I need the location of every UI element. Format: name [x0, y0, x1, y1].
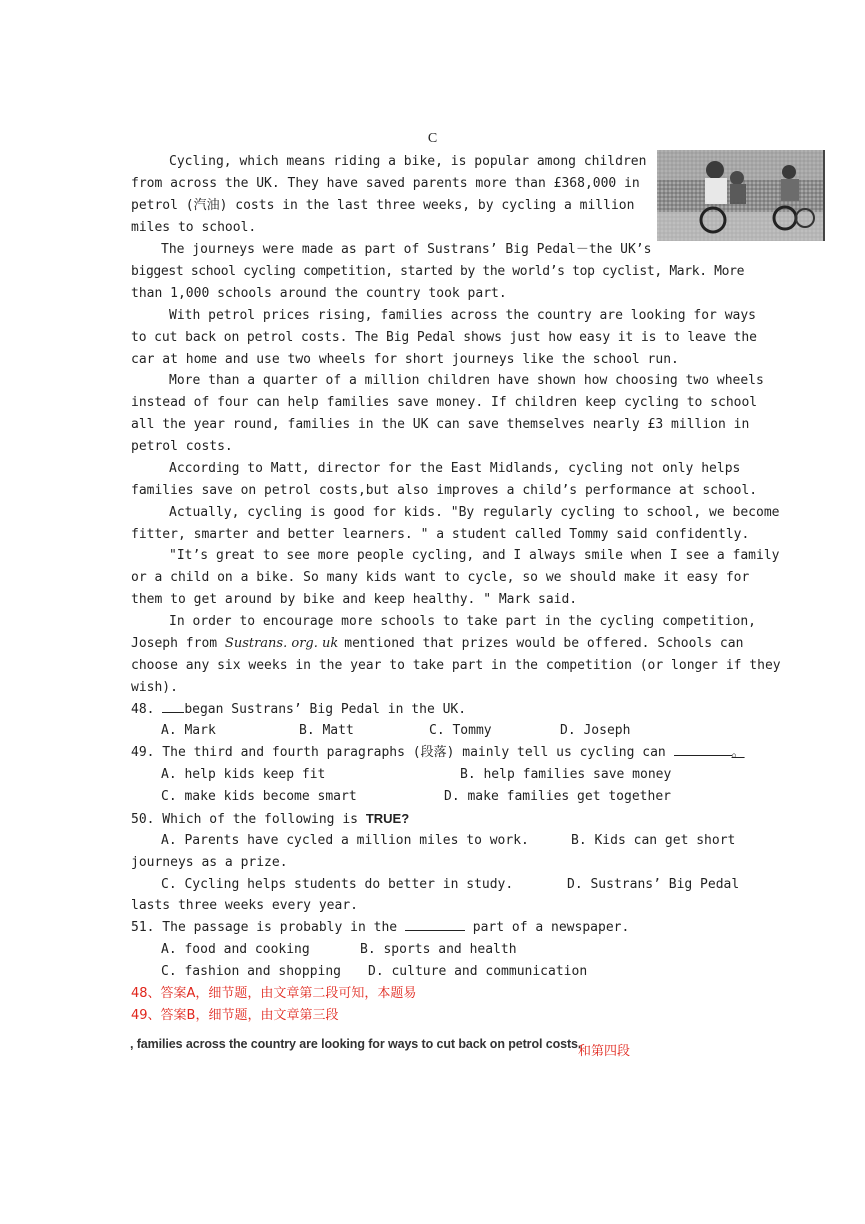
- passage-line: or a child on a bike. So many kids want to cycle, so we should make it easy for: [131, 570, 750, 585]
- option-50-a: A. Parents have cycled a million miles to work.: [161, 833, 529, 848]
- option-48-d: D. Joseph: [560, 723, 631, 738]
- passage-line: car at home and use two wheels for short journeys like the school run.: [131, 352, 679, 367]
- section-title: C: [427, 131, 438, 146]
- option-50-c: C. Cycling helps students do better in study.: [161, 877, 514, 892]
- passage-line: petrol costs.: [131, 439, 233, 454]
- passage-line: families save on petrol costs,but also improves a child’s performance at school.: [131, 483, 758, 498]
- question-end: 。: [731, 745, 745, 760]
- passage-line: The journeys were made as part of Sustrans’ Big Pedal－the UK’s: [161, 242, 652, 257]
- passage-line: than 1,000 schools around the country took part.: [131, 286, 507, 301]
- passage-line: them to get around by bike and keep healthy. " Mark said.: [131, 592, 578, 607]
- question-number: 48.: [131, 702, 155, 717]
- question-51: [131, 917, 629, 939]
- answer-blank: [162, 700, 184, 713]
- answer-blank: [405, 918, 465, 931]
- option-51-b: B. sports and health: [360, 942, 517, 957]
- option-49-c: C. make kids become smart: [161, 789, 357, 804]
- option-50-b-cont: journeys as a prize.: [131, 855, 288, 870]
- option-48-a: A. Mark: [161, 723, 216, 738]
- question-text: 50. Which of the following is: [131, 812, 366, 827]
- option-49-d: D. make families get together: [444, 789, 671, 804]
- scanned-text-excerpt: , families across the country are looking for ways to cut back on petrol costs.: [130, 1037, 582, 1051]
- passage-line: petrol (汽油) costs in the last three weeks, by cycling a million: [131, 198, 635, 213]
- option-50-d-cont: lasts three weeks every year.: [131, 898, 358, 913]
- question-text: 51. The passage is probably in the: [131, 920, 398, 935]
- passage-line: biggest school cycling competition, started by the world’s top cyclist, Mark. More: [131, 264, 745, 279]
- passage-line: Actually, cycling is good for kids. "By regularly cycling to school, we become: [169, 505, 780, 520]
- question-emphasis: TRUE?: [365, 811, 410, 826]
- option-49-b: B. help families save money: [460, 767, 672, 782]
- option-51-c: C. fashion and shopping: [161, 964, 342, 979]
- photo-graphic: [657, 150, 823, 241]
- question-text: began Sustrans’ Big Pedal in the UK.: [184, 702, 467, 717]
- option-51-d: D. culture and communication: [368, 964, 588, 979]
- option-50-d: D. Sustrans’ Big Pedal: [567, 877, 740, 892]
- passage-line: instead of four can help families save money. If children keep cycling to school: [131, 395, 758, 410]
- question-end: part of a newspaper.: [472, 920, 630, 935]
- answer-49: 49、答案B，细节题，由文章第三段: [131, 1008, 339, 1023]
- option-49-a: A. help kids keep fit: [161, 767, 326, 782]
- passage-line: In order to encourage more schools to take part in the cycling competition,: [169, 614, 756, 629]
- question-48: [131, 699, 466, 721]
- passage-line: from across the UK. They have saved parents more than £368,000 in: [131, 176, 640, 191]
- option-48-b: B. Matt: [299, 723, 354, 738]
- joseph-prefix: Joseph from: [131, 636, 225, 651]
- answer-48: 48、答案A，细节题，由文章第二段可知，本题易: [131, 986, 417, 1001]
- answer-blank: [674, 743, 732, 756]
- question-49: [131, 742, 745, 764]
- passage-line: More than a quarter of a million children have shown how choosing two wheels: [169, 373, 764, 388]
- option-48-c: C. Tommy: [429, 723, 492, 738]
- question-text: 49. The third and fourth paragraphs (段落) mainly tell us cycling can: [131, 745, 666, 760]
- passage-line: "It’s great to see more people cycling, and I always smile when I see a family: [169, 548, 780, 563]
- option-51-a: A. food and cooking: [161, 942, 310, 957]
- answer-49-tail: 和第四段: [578, 1044, 631, 1059]
- website-name: Sustrans. org. uk: [224, 636, 339, 651]
- passage-line: to cut back on petrol costs. The Big Pedal shows just how easy it is to leave the: [131, 330, 757, 345]
- question-50: [131, 808, 409, 831]
- passage-line: fitter, smarter and better learners. " a student called Tommy said confidently.: [131, 527, 750, 542]
- passage-fragment: mentioned that prizes would be offered. Schools can: [344, 636, 744, 651]
- passage-line: miles to school.: [131, 220, 257, 235]
- children-cycling-photo: [657, 150, 825, 241]
- passage-line: choose any six weeks in the year to take part in the competition (or longer if they: [131, 658, 781, 673]
- passage-line: wish).: [131, 680, 178, 695]
- passage-line-joseph: [131, 633, 744, 655]
- passage-line: Cycling, which means riding a bike, is popular among children: [169, 154, 647, 169]
- passage-line: With petrol prices rising, families across the country are looking for ways: [169, 308, 756, 323]
- passage-line: According to Matt, director for the East Midlands, cycling not only helps: [169, 461, 741, 476]
- passage-line: all the year round, families in the UK can save themselves nearly £3 million in: [131, 417, 750, 432]
- option-50-b: B. Kids can get short: [571, 833, 736, 848]
